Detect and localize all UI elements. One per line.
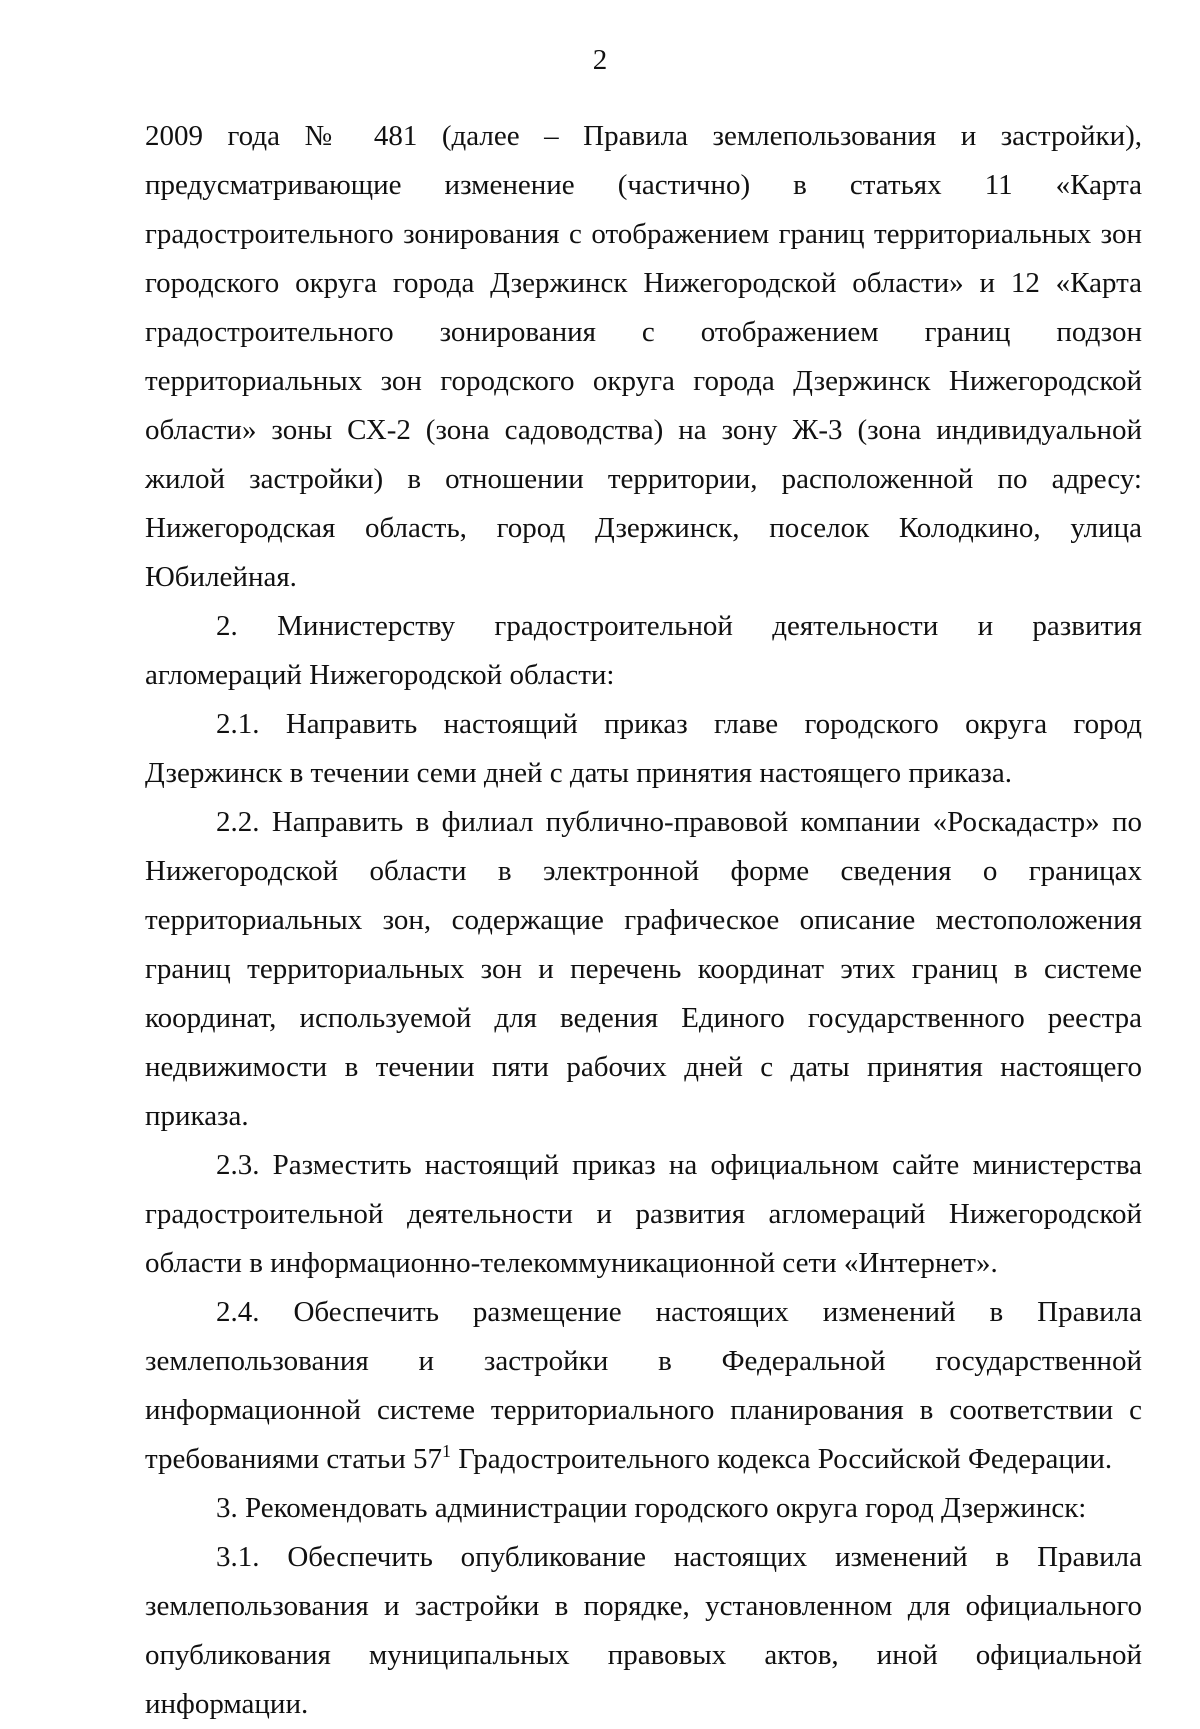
- superscript-article-index: 1: [442, 1441, 452, 1461]
- paragraph-2-1: 2.1. Направить настоящий приказ главе городского округа город Дзержинск в течении семи дней с даты принятия настоящего приказа.: [145, 708, 1142, 789]
- paragraph-3-1: 3.1. Обеспечить опубликование настоящих изменений в Правила землепользования и застройки в порядке, установленном для официального опубликования муниципальных правовых актов, иной официальной информации.: [145, 1541, 1142, 1720]
- page-number: 2: [592, 44, 608, 76]
- paragraph-2-4-text-before: 2.4. Обеспечить размещение настоящих изменений в Правила землепользования и застройки в Федеральной государственной информационной системе территориального планирования в соответствии с требованиями статьи 57: [145, 1296, 1142, 1475]
- document-body: [145, 112, 1142, 1729]
- paragraph-2-2: 2.2. Направить в филиал публично-правовой компании «Роскадастр» по Нижегородской области в электронной форме сведения о границах территориальных зон, содержащие графическое описание местоположения границ территориальных зон и перечень координат этих границ в системе координат, используемой для ведения Единого государственного реестра недвижимости в течении пяти рабочих дней с даты принятия настоящего приказа.: [145, 806, 1142, 1132]
- paragraph-rules-amendment: 2009 года № 481 (далее – Правила землепользования и застройки), предусматривающие изменение (частично) в статьях 11 «Карта градостроительного зонирования с отображением границ территориальных зон городского округа города Дзержинск Нижегородской области» и 12 «Карта градостроительного зонирования с отображением границ подзон территориальных зон городского округа города Дзержинск Нижегородской области» зоны СХ-2 (зона садоводства) на зону Ж-3 (зона индивидуальной жилой застройки) в отношении территории, расположенной по адресу: Нижегородская область, город Дзержинск, поселок Колодкино, улица Юбилейная.: [145, 120, 1142, 593]
- paragraph-2-ministry: 2. Министерству градостроительной деятельности и развития агломераций Нижегородской области:: [145, 610, 1142, 691]
- paragraph-3-recommend: 3. Рекомендовать администрации городского округа город Дзержинск:: [216, 1492, 1087, 1524]
- paragraph-2-4-text-after: Градостроительного кодекса Российской Федерации.: [451, 1443, 1113, 1475]
- paragraph-2-4: [145, 1288, 1142, 1484]
- paragraph-2-3: 2.3. Разместить настоящий приказ на официальном сайте министерства градостроительной деятельности и развития агломераций Нижегородской области в информационно-телекоммуникационной сети «Интернет».: [145, 1149, 1142, 1279]
